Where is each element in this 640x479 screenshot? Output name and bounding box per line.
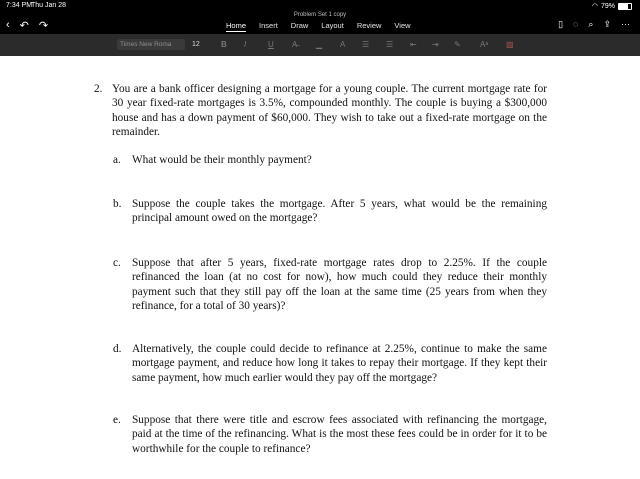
tab-insert[interactable]: Insert xyxy=(259,21,278,30)
italic-button[interactable]: I xyxy=(244,40,247,49)
clear-format-icon[interactable]: A̶ xyxy=(292,40,298,49)
problem-intro: You are a bank officer designing a mortgage for a young couple. The current mortgage rate for 30 year fixed-rate mortgages is 3.5%, compounded monthly. The couple is buying a $300,000 house and has a down payment of $60,000. They wish to take out a fixed-rate mortgage on the remainder. xyxy=(112,83,547,139)
increase-indent-icon[interactable]: ⇥ xyxy=(432,40,439,49)
part-b-label: b. xyxy=(113,198,122,210)
font-name-selector[interactable]: Times New Roma xyxy=(117,39,185,50)
nav-right xyxy=(558,19,630,30)
decrease-indent-icon[interactable]: ⇤ xyxy=(410,40,417,49)
lightbulb-icon[interactable]: ◌ xyxy=(573,19,579,29)
part-b-text: Suppose the couple takes the mortgage. After 5 years, what would be the remaining principal amount owed on the mortgage? xyxy=(132,198,547,225)
back-icon[interactable]: ‹ xyxy=(6,19,10,31)
part-e-text: Suppose that there were title and escrow fees associated with refinancing the mortgage, paid at the time of the refinancing. What is the most these fees could be in order for it to be worthwhile for the couple to refinance? xyxy=(132,414,547,455)
battery-percent: 79% xyxy=(600,2,615,10)
status-date: Thu Jan 28 xyxy=(31,2,67,9)
formatting-toolbar xyxy=(0,34,640,56)
paint-icon[interactable]: ▨ xyxy=(506,40,514,49)
wifi-icon: ◠ xyxy=(591,3,598,10)
numbered-list-icon[interactable]: ☰ xyxy=(386,40,394,49)
more-icon[interactable]: ··· xyxy=(621,19,630,29)
part-d-text: Alternatively, the couple could decide to refinance at 2.25%, continue to make the same mortgage payment, and reduce how long it takes to repay their mortgage. If they kept their same payment, how much earlier would they pay off the mortgage? xyxy=(132,343,547,384)
status-indicators xyxy=(592,2,632,10)
status-bar xyxy=(0,0,640,12)
document-title[interactable]: Problem Set 1 copy xyxy=(293,12,347,18)
underline-button[interactable]: U xyxy=(268,40,274,49)
styles-icon[interactable]: Aᵃ xyxy=(480,40,489,49)
ribbon-tabs xyxy=(226,21,411,32)
tab-layout[interactable]: Layout xyxy=(321,21,344,30)
part-c-label: c. xyxy=(113,257,121,269)
part-a-label: a. xyxy=(113,154,121,166)
tab-view[interactable]: View xyxy=(394,21,411,30)
part-d-label: d. xyxy=(113,343,122,355)
battery-icon xyxy=(618,3,632,10)
problem-number: 2. xyxy=(94,83,103,95)
document-page[interactable] xyxy=(0,56,640,479)
app-header xyxy=(0,12,640,34)
tab-review[interactable]: Review xyxy=(356,21,382,30)
search-icon[interactable]: ⌕ xyxy=(588,19,594,29)
phone-icon[interactable]: ▯ xyxy=(558,19,564,29)
nav-left xyxy=(6,19,48,32)
part-e-label: e. xyxy=(113,414,121,426)
share-icon[interactable]: ⇪ xyxy=(603,19,611,29)
bold-button[interactable]: B xyxy=(221,40,227,49)
font-color-button[interactable]: A xyxy=(340,40,346,49)
battery-level xyxy=(619,4,628,9)
tab-home[interactable]: Home xyxy=(226,21,247,30)
status-time: 7:34 PM xyxy=(6,2,33,9)
undo-icon[interactable]: ↶ xyxy=(19,20,29,32)
tab-draw[interactable]: Draw xyxy=(290,21,309,30)
redo-icon[interactable]: ↷ xyxy=(38,20,49,32)
pen-icon[interactable]: ✎ xyxy=(454,40,461,49)
part-a-text: What would be their monthly payment? xyxy=(132,154,312,166)
bullet-list-icon[interactable]: ☰ xyxy=(362,40,370,49)
font-size-selector[interactable]: 12 xyxy=(192,41,200,48)
highlight-icon[interactable]: ▁ xyxy=(316,40,323,49)
part-c-text: Suppose that after 5 years, fixed-rate mortgage rates drop to 2.25%. If the couple refinanced the loan (at no cost for now), how much could they reduce their monthly payment such that they still pay off the loan at the same time (25 years from when they refinance, for a total of 30 years)? xyxy=(132,257,547,313)
